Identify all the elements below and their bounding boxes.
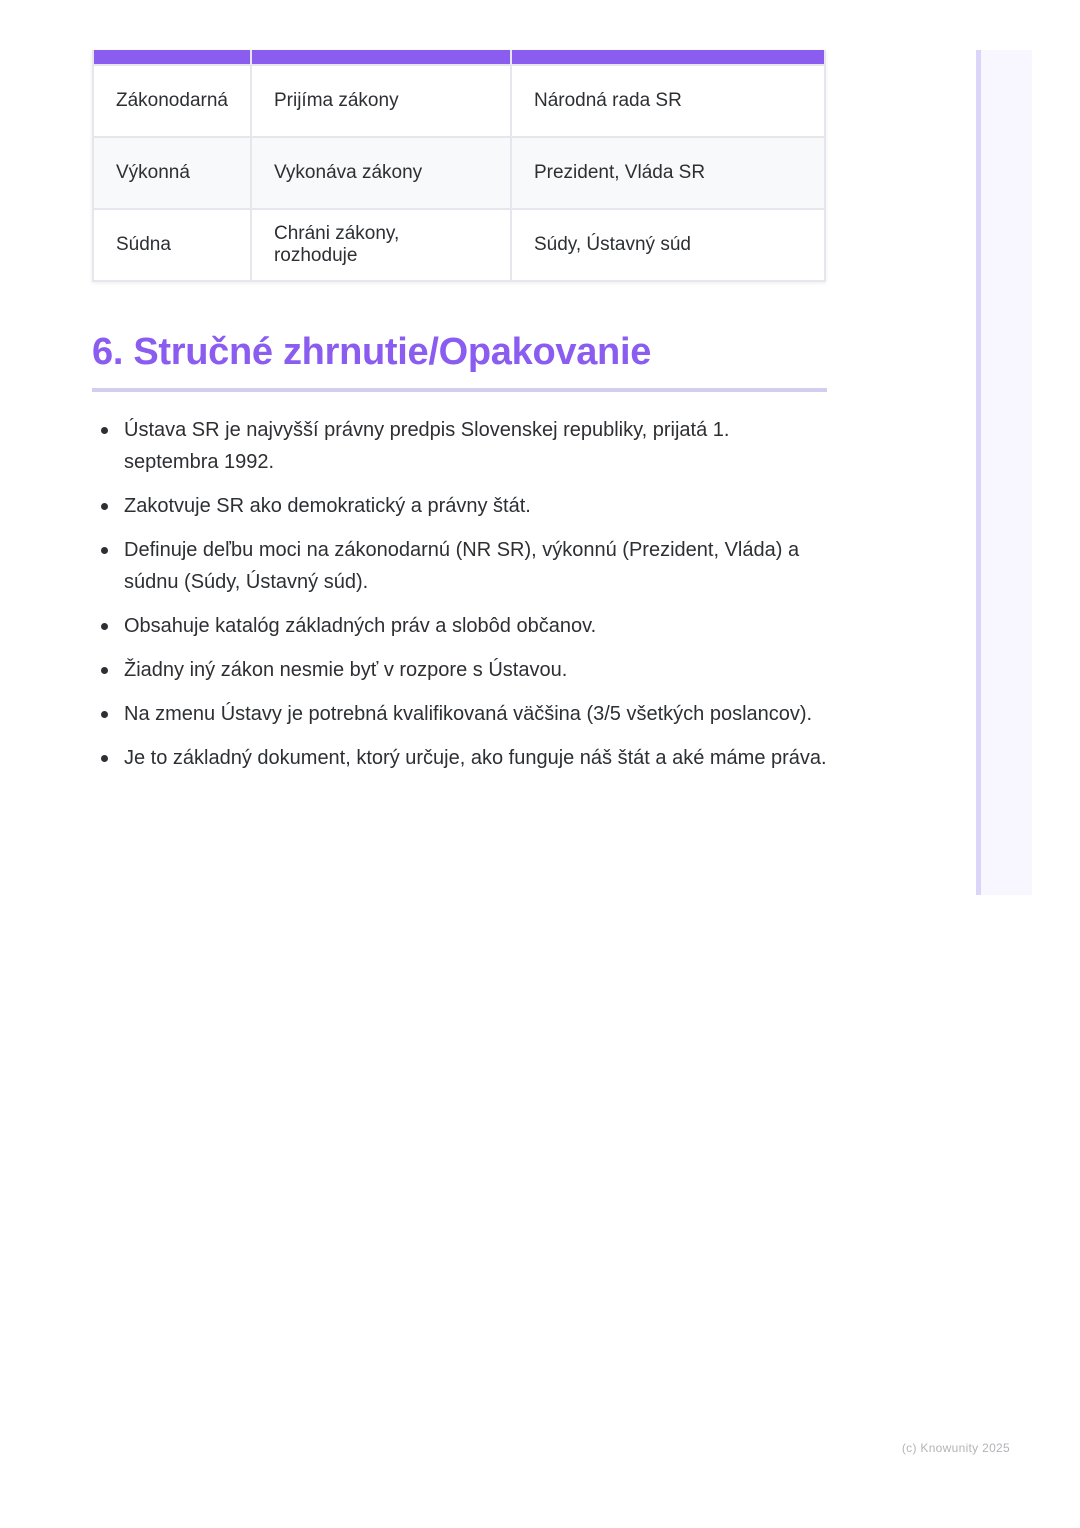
table-cell-body: Prezident, Vláda SR: [511, 137, 825, 209]
separation-of-powers-table: [92, 50, 826, 282]
table-row: [93, 137, 825, 209]
list-item-text: Zakotvuje SR ako demokratický a právny štát.: [124, 495, 531, 517]
list-item: [92, 698, 827, 730]
table-cell-role: Chráni zákony, rozhoduje: [251, 209, 511, 281]
list-item-text: Žiadny iný zákon nesmie byť v rozpore s Ústavou.: [124, 659, 568, 681]
bullet-icon: [101, 623, 108, 630]
table-header-cell: [511, 50, 825, 65]
list-item: [92, 654, 827, 686]
table-header-cell: [251, 50, 511, 65]
copyright-footer: (c) Knowunity 2025: [901, 1441, 1010, 1455]
list-item-text: Na zmenu Ústavy je potrebná kvalifikovaná väčšina (3/5 všetkých poslancov).: [124, 703, 813, 725]
bullet-icon: [101, 755, 108, 762]
table-cell-branch: Výkonná: [93, 137, 251, 209]
bullet-icon: [101, 667, 108, 674]
bullet-icon: [101, 503, 108, 510]
section-heading: 6. Stručné zhrnutie/Opakovanie: [92, 330, 827, 392]
table-cell-role: Vykonáva zákony: [251, 137, 511, 209]
list-item: [92, 534, 827, 598]
table-header-cell: [93, 50, 251, 65]
table-cell-body: Národná rada SR: [511, 65, 825, 137]
bullet-icon: [101, 711, 108, 718]
list-item-text: Ústava SR je najvyšší právny predpis Slovenskej republiky, prijatá 1. septembra 1992.: [124, 419, 730, 473]
bullet-icon: [101, 427, 108, 434]
table-row: [93, 65, 825, 137]
bullet-icon: [101, 547, 108, 554]
list-item-text: Obsahuje katalóg základných práv a slobôd občanov.: [124, 615, 597, 637]
table-cell-body: Súdy, Ústavný súd: [511, 209, 825, 281]
table-header-row: [93, 50, 825, 65]
summary-list: [92, 414, 827, 774]
table-row: [93, 209, 825, 281]
list-item-text: Je to základný dokument, ktorý určuje, ako funguje náš štát a aké máme práva.: [124, 747, 827, 769]
list-item: [92, 490, 827, 522]
list-item: [92, 742, 827, 774]
list-item-text: Definuje deľbu moci na zákonodarnú (NR SR), výkonnú (Prezident, Vláda) a súdnu (Súdy, Ústavný súd).: [124, 539, 800, 593]
list-item: [92, 610, 827, 642]
table-cell-role: Prijíma zákony: [251, 65, 511, 137]
list-item: [92, 414, 827, 478]
table-cell-branch: Súdna: [93, 209, 251, 281]
document-content: [92, 50, 827, 786]
side-note-panel: [976, 50, 1032, 895]
table-cell-branch: Zákonodarná: [93, 65, 251, 137]
